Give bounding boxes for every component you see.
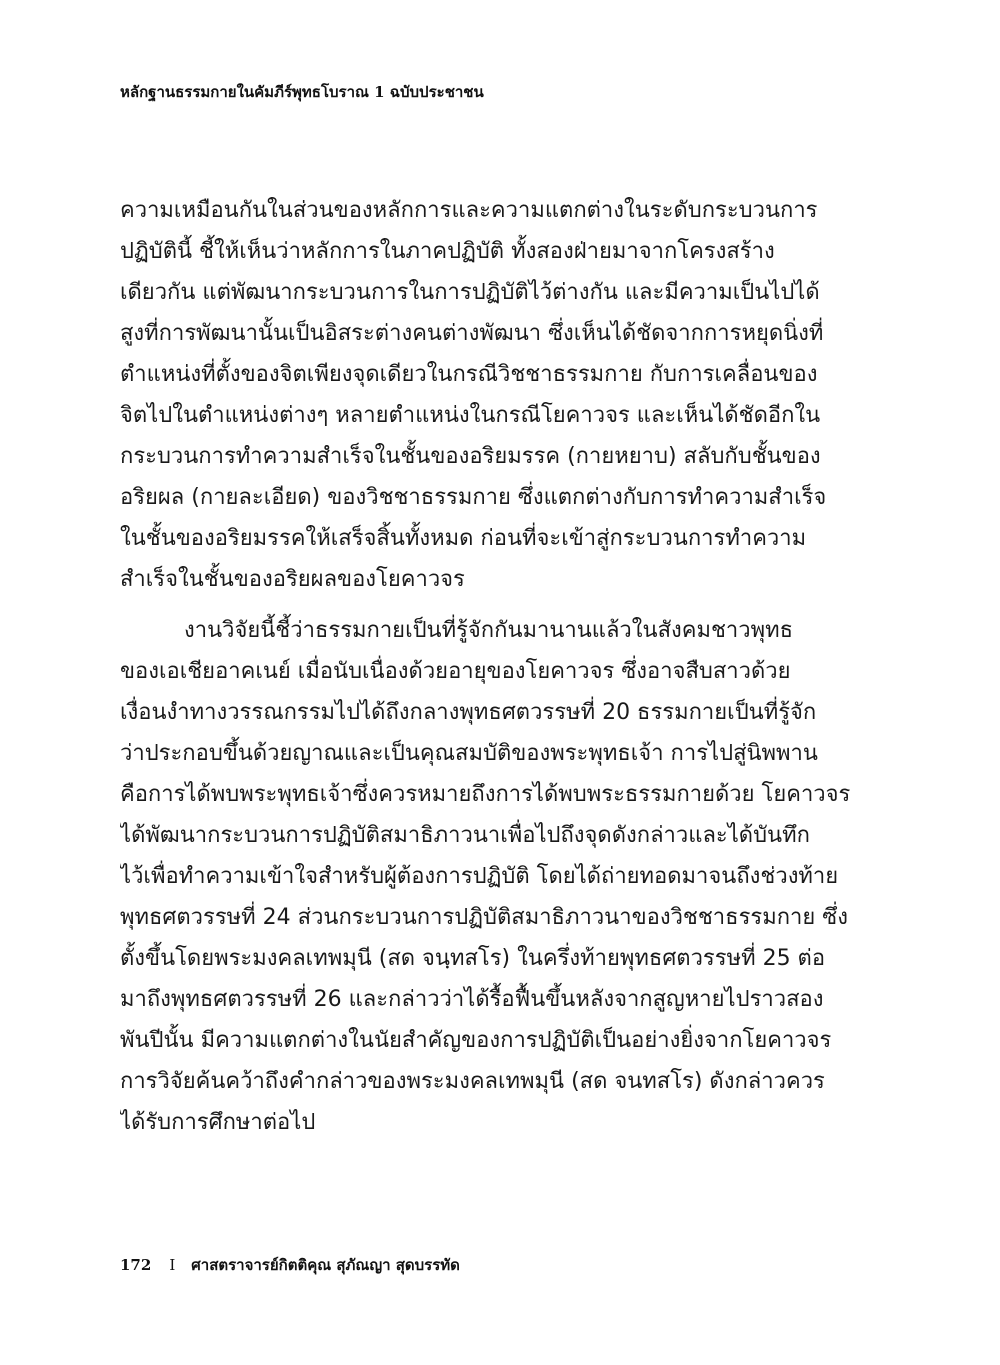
text-line: มาถึงพุทธศตวรรษที่ 26 และกล่าวว่าได้รื้อฟื้นขึ้นหลังจากสูญหายไปราวสอง: [120, 987, 824, 1012]
text-line: ปฏิบัตินี้ ชี้ให้เห็นว่าหลักการในภาคปฏิบัติ ทั้งสองฝ่ายมาจากโครงสร้าง: [120, 239, 775, 264]
text-line: การวิจัยค้นคว้าถึงคำกล่าวของพระมงคลเทพมุนี (สด จนทสโร) ดังกล่าวควร: [120, 1069, 825, 1094]
text-line: สำเร็จในชั้นของอริยผลของโยคาวจร: [120, 567, 465, 592]
text-line: ได้รับการศึกษาต่อไป: [120, 1110, 316, 1135]
text-line: เดียวกัน แต่พัฒนากระบวนการในการปฏิบัติไว้ต่างกัน และมีความเป็นไปได้: [120, 280, 820, 305]
page-number: 172: [120, 1256, 152, 1274]
text-line: เงื่อนงำทางวรรณกรรมไปได้ถึงกลางพุทธศตวรรษที่ 20 ธรรมกายเป็นที่รู้จัก: [120, 700, 817, 725]
text-line: อริยผล (กายละเอียด) ของวิชชาธรรมกาย ซึ่งแตกต่างกับการทำความสำเร็จ: [120, 485, 827, 510]
text-line: งานวิจัยนี้ชี้ว่าธรรมกายเป็นที่รู้จักกันมานานแล้วในสังคมชาวพุทธ: [184, 618, 794, 643]
page-footer: [120, 1253, 460, 1277]
text-line: ว่าประกอบขึ้นด้วยญาณและเป็นคุณสมบัติของพระพุทธเจ้า การไปสู่นิพพาน: [120, 741, 818, 766]
text-line: ในชั้นของอริยมรรคให้เสร็จสิ้นทั้งหมด ก่อนที่จะเข้าสู่กระบวนการทำความ: [120, 526, 807, 551]
text-line: สูงที่การพัฒนานั้นเป็นอิสระต่างคนต่างพัฒนา ซึ่งเห็นได้ชัดจากการหยุดนิ่งที่: [120, 321, 824, 346]
text-line: ได้พัฒนากระบวนการปฏิบัติสมาธิภาวนาเพื่อไปถึงจุดดังกล่าวและได้บันทึก: [120, 823, 810, 848]
text-line: ของเอเชียอาคเนย์ เมื่อนับเนื่องด้วยอายุของโยคาวจร ซึ่งอาจสืบสาวด้วย: [120, 659, 791, 684]
paragraph-1: [120, 190, 850, 600]
paragraph-spacer: [120, 600, 850, 610]
text-line: ความเหมือนกันในส่วนของหลักการและความแตกต่างในระดับกระบวนการ: [120, 198, 818, 223]
footer-separator: I: [169, 1256, 176, 1274]
text-line: ตำแหน่งที่ตั้งของจิตเพียงจุดเดียวในกรณีวิชชาธรรมกาย กับการเคลื่อนของ: [120, 362, 818, 387]
running-header: หลักฐานธรรมกายในคัมภีร์พุทธโบราณ 1 ฉบับประชาชน: [120, 83, 484, 101]
text-line: จิตไปในตำแหน่งต่างๆ หลายตำแหน่งในกรณีโยคาวจร และเห็นได้ชัดอีกใน: [120, 403, 821, 428]
text-line: ไว้เพื่อทำความเข้าใจสำหรับผู้ต้องการปฏิบัติ โดยได้ถ่ายทอดมาจนถึงช่วงท้าย: [120, 864, 839, 889]
text-line: พันปีนั้น มีความแตกต่างในนัยสำคัญของการปฏิบัติเป็นอย่างยิ่งจากโยคาวจร: [120, 1028, 832, 1053]
paragraph-2: [120, 610, 850, 1143]
text-line: พุทธศตวรรษที่ 24 ส่วนกระบวนการปฏิบัติสมาธิภาวนาของวิชชาธรรมกาย ซึ่ง: [120, 905, 848, 930]
body-text: [120, 190, 850, 1143]
author-name: ศาสตราจารย์กิตติคุณ สุภัณญา สุดบรรทัด: [191, 1256, 460, 1274]
text-line: ตั้งขึ้นโดยพระมงคลเทพมุนี (สด จนฺทสโร) ในครึ่งท้ายพุทธศตวรรษที่ 25 ต่อ: [120, 946, 826, 971]
text-line: กระบวนการทำความสำเร็จในชั้นของอริยมรรค (กายหยาบ) สลับกับชั้นของ: [120, 444, 821, 469]
text-line: คือการได้พบพระพุทธเจ้าซึ่งควรหมายถึงการได้พบพระธรรมกายด้วย โยคาวจร: [120, 782, 850, 807]
